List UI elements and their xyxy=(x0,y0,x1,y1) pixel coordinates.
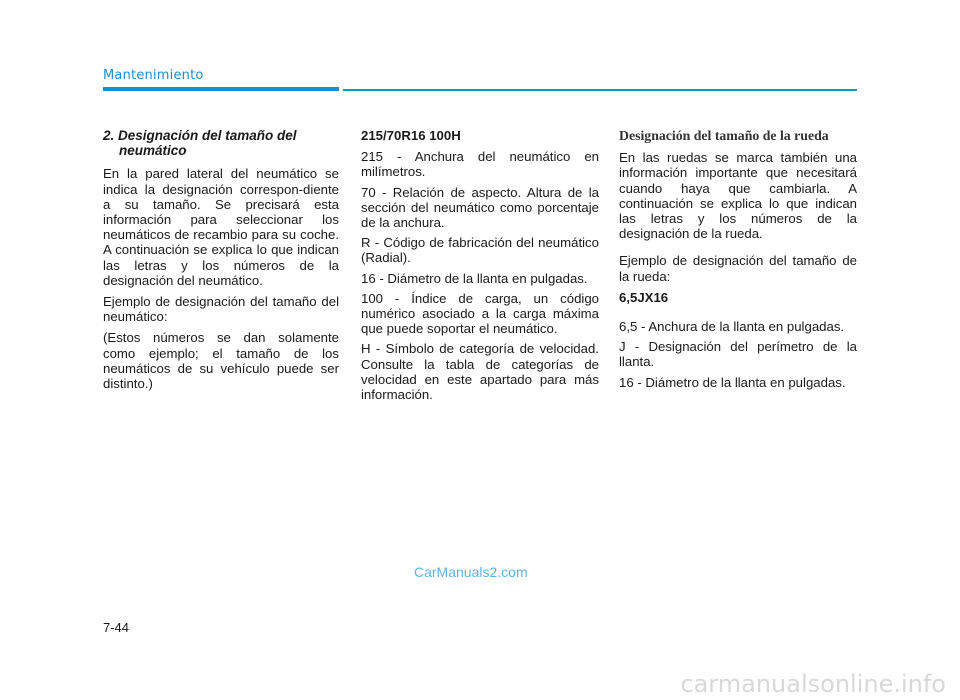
header-rule-thin xyxy=(343,89,857,91)
definition-key: 100 - xyxy=(361,290,400,306)
definition-key: R - xyxy=(361,235,380,251)
definition-key: H - xyxy=(361,341,381,357)
watermark-link[interactable]: CarManuals2.com xyxy=(414,564,528,580)
page-number: 7-44 xyxy=(103,620,130,635)
wheel-size-heading: Designación del tamaño de la rueda xyxy=(619,128,829,143)
definition-item xyxy=(619,339,857,369)
definition-text: Designación del perímetro de la llanta. xyxy=(619,339,857,370)
definition-key: J - xyxy=(619,339,640,355)
tire-size-heading: 2. Designación del tamaño del neumático xyxy=(103,128,297,159)
column-wheel-size xyxy=(619,128,857,395)
definition-text: Código de fabricación del neumático (Radial). xyxy=(361,235,599,266)
column-tire-size xyxy=(103,128,339,397)
definition-item xyxy=(361,271,599,286)
definition-item xyxy=(361,185,599,231)
tire-code: 215/70R16 100H xyxy=(361,128,461,143)
definition-text: Diámetro de la llanta en pulgadas. xyxy=(645,374,846,390)
definition-key: 16 - xyxy=(361,270,384,286)
watermark-footer: carmanualsonline.info xyxy=(680,670,946,698)
wheel-size-example-label: Ejemplo de designación del tamaño de la rueda: xyxy=(619,253,857,284)
definition-key: 16 - xyxy=(619,374,642,390)
definition-item xyxy=(361,149,599,179)
tire-size-intro: En la pared lateral del neumático se indica la designación correspon-diente a su tamaño. Se precisará esta información para seleccionar los neumáticos de recambio para su coche. A continuación se explica lo que indican las letras y los números de la designación del neumático. xyxy=(103,166,339,288)
definition-item xyxy=(361,341,599,402)
tire-size-note: (Estos números se dan solamente como ejemplo; el tamaño de los neumáticos de su vehículo puede ser distinto.) xyxy=(103,330,339,392)
definition-text: Índice de carga, un código numérico asociado a la carga máxima que puede soportar el neumático. xyxy=(361,290,600,337)
definition-text: Anchura del neumático en milímetros. xyxy=(361,149,599,180)
definition-text: Símbolo de categoría de velocidad. Consulte la tabla de categorías de velocidad en este apartado para más información. xyxy=(361,341,599,403)
definition-item xyxy=(361,235,599,265)
section-title: Mantenimiento xyxy=(103,68,204,83)
definition-item xyxy=(619,375,857,390)
definition-key: 6,5 - xyxy=(619,319,646,335)
definition-key: 70 - xyxy=(361,184,387,200)
header-rule-thick xyxy=(103,87,339,91)
definition-item xyxy=(361,291,599,337)
tire-code-definitions xyxy=(361,149,599,402)
definition-item xyxy=(619,319,857,334)
wheel-size-intro: En las ruedas se marca también una información importante que necesitará cuando haya que cambiarla. A continuación se explica lo que indican las letras y los números de la designación de la rueda. xyxy=(619,150,857,242)
definition-text: Relación de aspecto. Altura de la sección del neumático como porcentaje de la anchura. xyxy=(361,184,600,231)
tire-size-example-label: Ejemplo de designación del tamaño del neumático: xyxy=(103,294,339,325)
definition-key: 215 - xyxy=(361,149,402,165)
wheel-code: 6,5JX16 xyxy=(619,289,669,305)
definition-text: Diámetro de la llanta en pulgadas. xyxy=(387,270,588,286)
definition-text: Anchura de la llanta en pulgadas. xyxy=(648,319,845,335)
column-tire-code xyxy=(361,128,599,407)
